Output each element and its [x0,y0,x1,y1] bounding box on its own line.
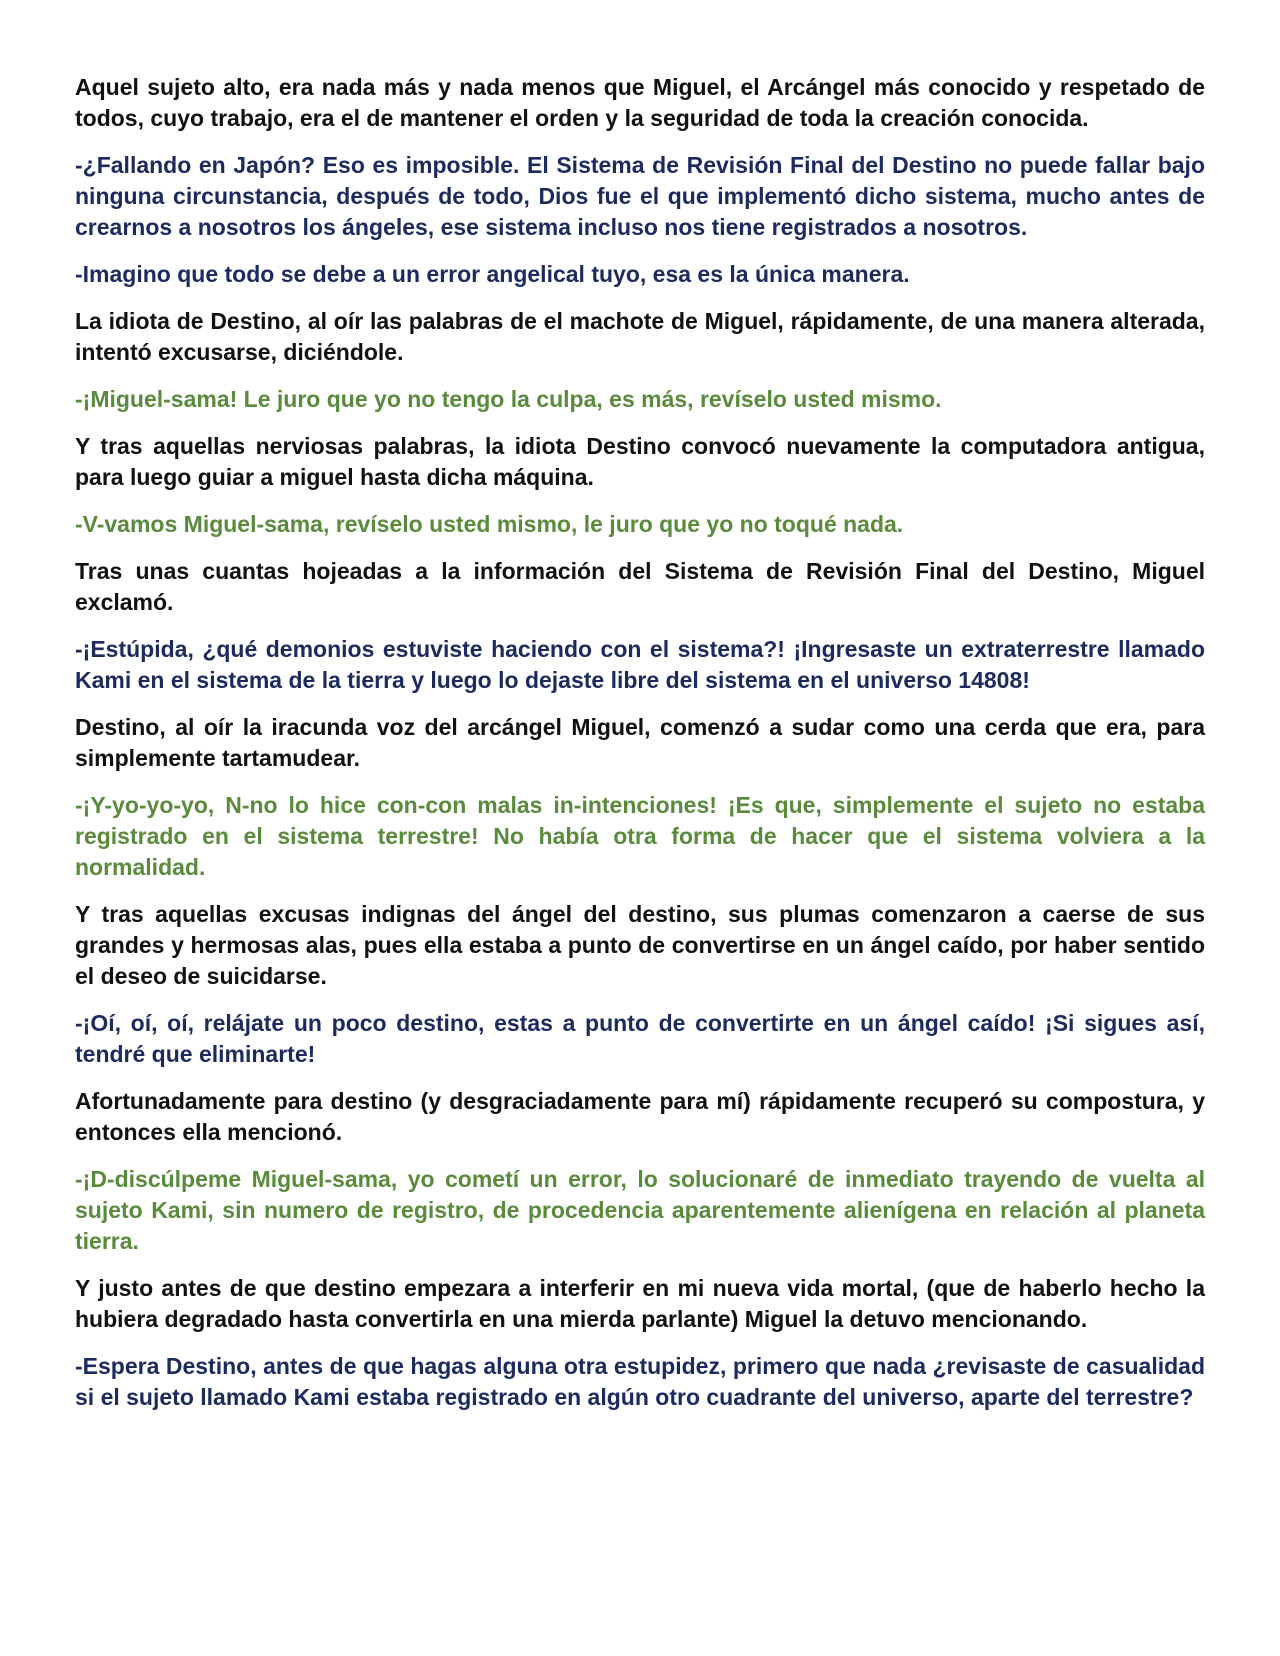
paragraph-narration: Y justo antes de que destino empezara a interferir en mi nueva vida mortal, (que de haberlo hecho la hubiera degradado hasta convertirla en una mierda parlante) Miguel la detuvo mencionando. [75,1275,1205,1332]
paragraph-dialogue-destino: -¡Y-yo-yo-yo, N-no lo hice con-con malas in-intenciones! ¡Es que, simplemente el sujeto no estaba registrado en el sistema terrestre! No había otra forma de hacer que el sistema volviera a la normalidad. [75,792,1205,880]
paragraph-narration: Y tras aquellas excusas indignas del ángel del destino, sus plumas comenzaron a caerse de sus grandes y hermosas alas, pues ella estaba a punto de convertirse en un ángel caído, por haber sentido el deseo de suicidarse. [75,901,1205,989]
paragraph-dialogue-destino: -V-vamos Miguel-sama, revíselo usted mismo, le juro que yo no toqué nada. [75,511,904,537]
paragraph-narration: Y tras aquellas nerviosas palabras, la idiota Destino convocó nuevamente la computadora antigua, para luego guiar a miguel hasta dicha máquina. [75,433,1205,490]
paragraph-dialogue-destino: -¡D-discúlpeme Miguel-sama, yo cometí un error, lo solucionaré de inmediato trayendo de vuelta al sujeto Kami, sin numero de registro, de procedencia aparentemente alienígena en relación al planeta tierra. [75,1166,1205,1254]
paragraph-narration: Afortunadamente para destino (y desgraciadamente para mí) rápidamente recuperó su compostura, y entonces ella mencionó. [75,1088,1205,1145]
paragraph-narration: Tras unas cuantas hojeadas a la información del Sistema de Revisión Final del Destino, Miguel exclamó. [75,558,1205,615]
paragraph-narration: Destino, al oír la iracunda voz del arcángel Miguel, comenzó a sudar como una cerda que era, para simplemente tartamudear. [75,714,1205,771]
paragraph-dialogue-miguel: -¡Estúpida, ¿qué demonios estuviste haciendo con el sistema?! ¡Ingresaste un extraterrestre llamado Kami en el sistema de la tierra y luego lo dejaste libre del sistema en el universo 14808! [75,636,1205,693]
paragraph-narration: La idiota de Destino, al oír las palabras de el machote de Miguel, rápidamente, de una manera alterada, intentó excusarse, diciéndole. [75,308,1205,365]
paragraph-dialogue-miguel: -Espera Destino, antes de que hagas alguna otra estupidez, primero que nada ¿revisaste de casualidad si el sujeto llamado Kami estaba registrado en algún otro cuadrante del universo, aparte del terrestre? [75,1353,1205,1410]
paragraph-dialogue-miguel: -Imagino que todo se debe a un error angelical tuyo, esa es la única manera. [75,261,910,287]
paragraph-dialogue-miguel: -¡Oí, oí, oí, relájate un poco destino, estas a punto de convertirte en un ángel caído! ¡Si sigues así, tendré que eliminarte! [75,1010,1205,1067]
document-page [75,72,1205,1429]
paragraph-narration: Aquel sujeto alto, era nada más y nada menos que Miguel, el Arcángel más conocido y respetado de todos, cuyo trabajo, era el de mantener el orden y la seguridad de toda la creación conocida. [75,74,1205,131]
paragraph-dialogue-destino: -¡Miguel-sama! Le juro que yo no tengo la culpa, es más, revíselo usted mismo. [75,386,942,412]
paragraph-dialogue-miguel: -¿Fallando en Japón? Eso es imposible. El Sistema de Revisión Final del Destino no puede fallar bajo ninguna circunstancia, después de todo, Dios fue el que implementó dicho sistema, mucho antes de crearnos a nosotros los ángeles, ese sistema incluso nos tiene registrados a nosotros. [75,152,1205,240]
